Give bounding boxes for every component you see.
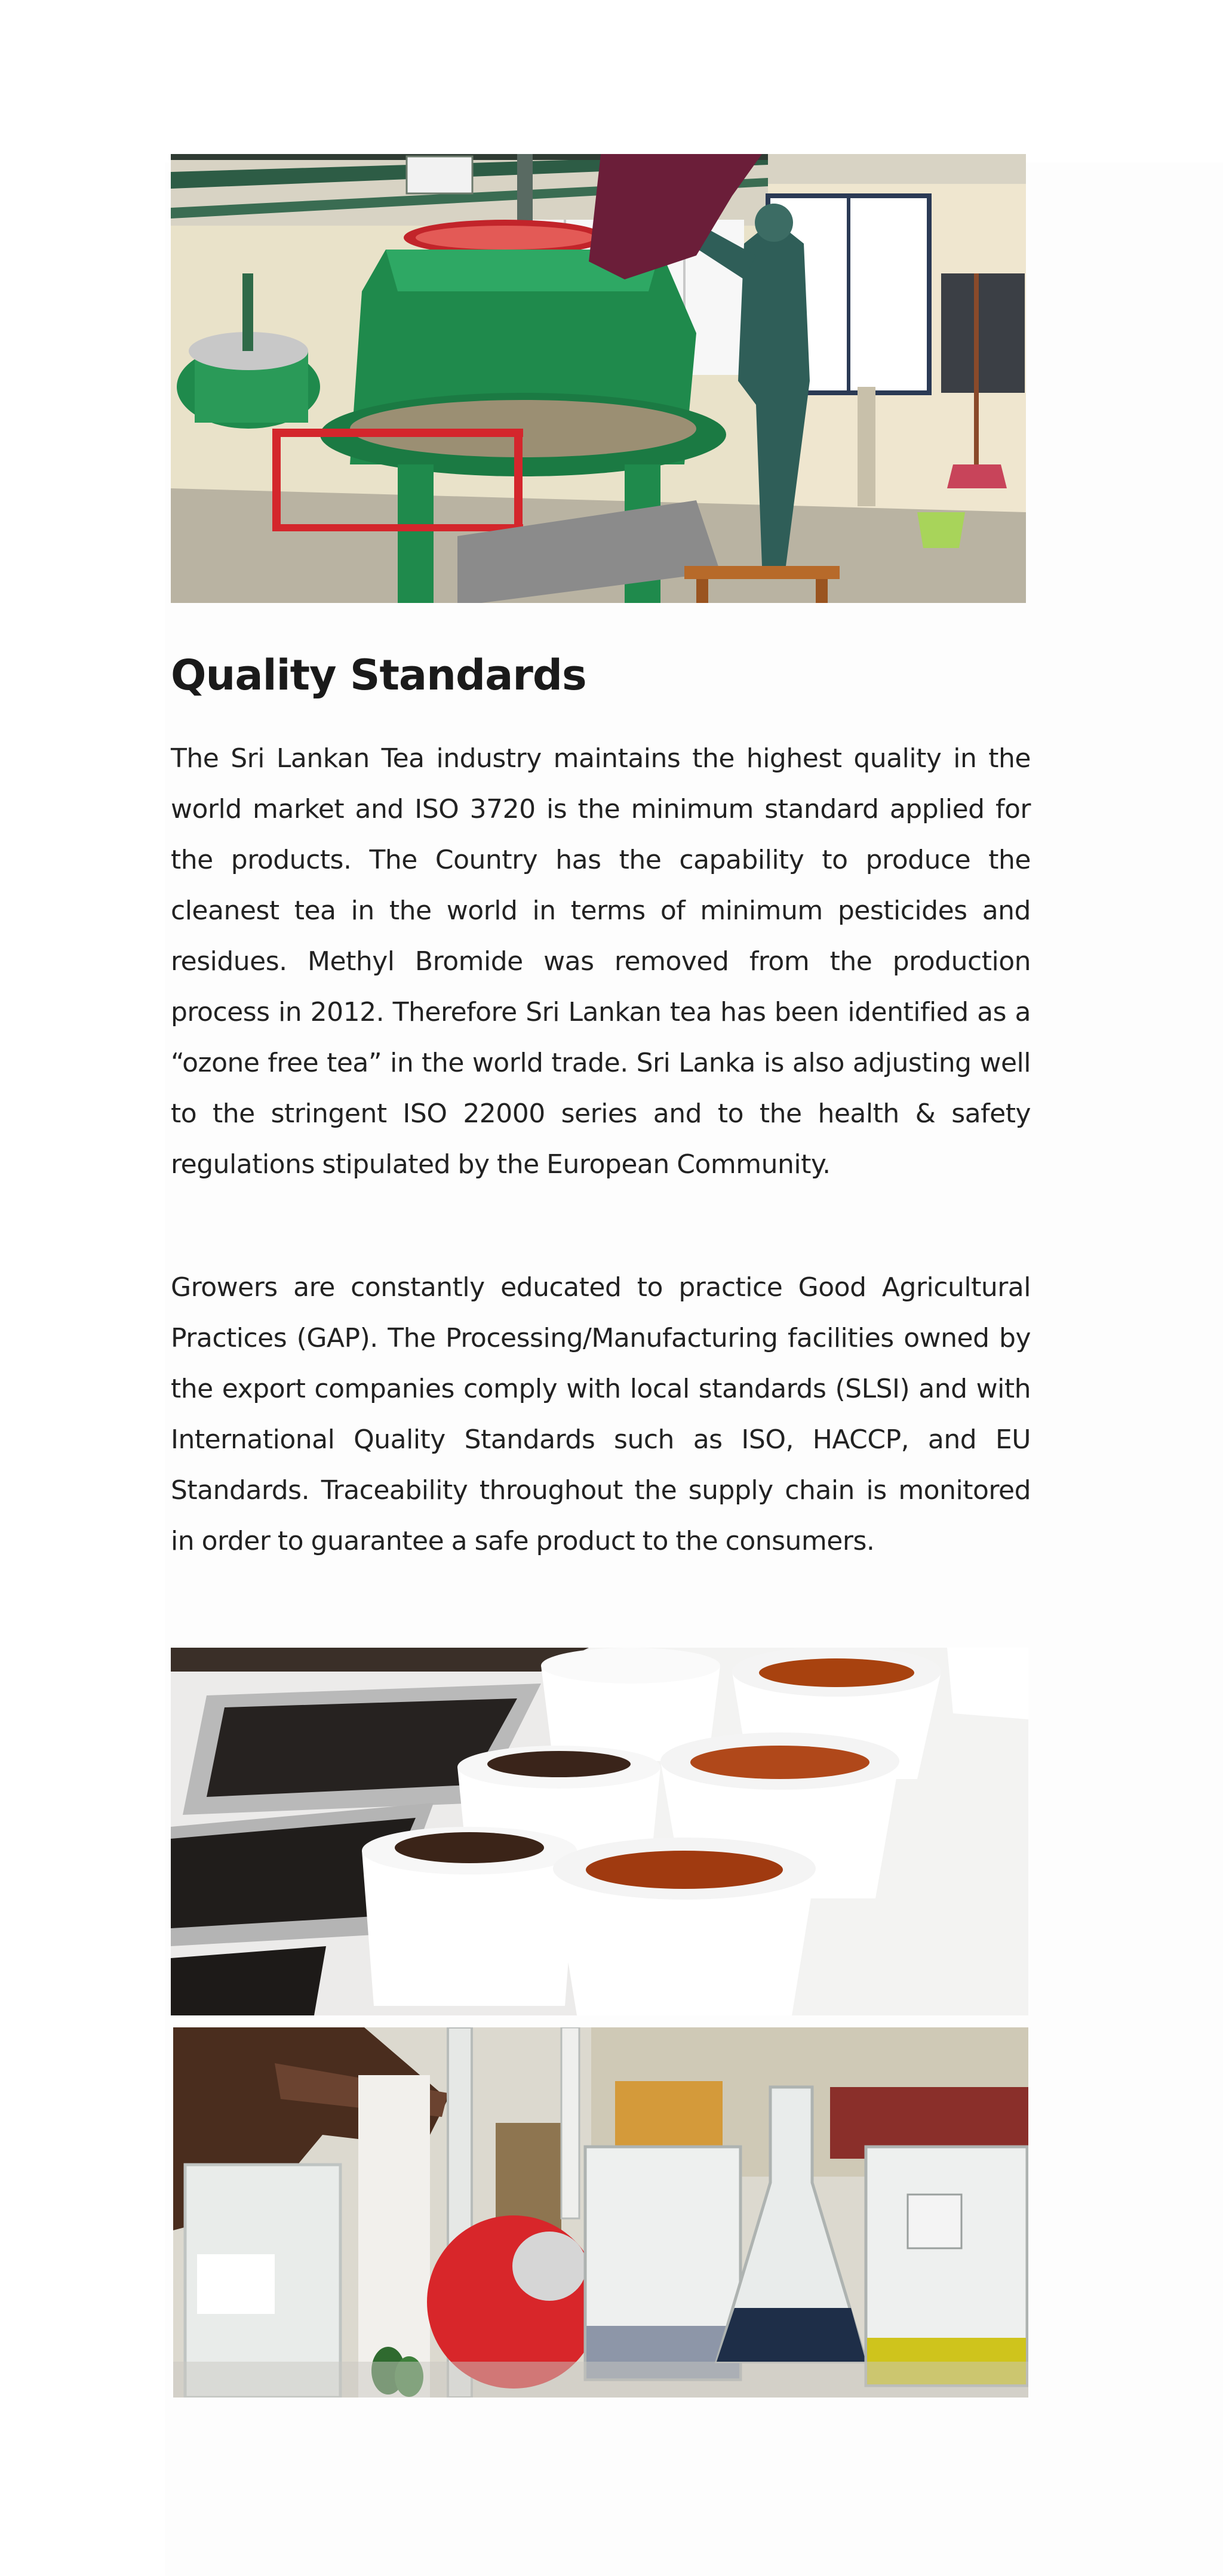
tea-factory-machine-photo bbox=[171, 154, 1026, 603]
tea-tasting-cups-photo bbox=[171, 1648, 1028, 2015]
paragraph-quality: The Sri Lankan Tea industry maintains the highest quality in the world market and ISO 3720 is the minimum standard applied for the products. The Country has the capability to produce the cleanest tea in the world in terms of minimum pesticides and residues. Methyl Bromide was removed from the production process in 2012. Therefore Sri Lankan tea has been identified as a “ozone free tea” in the world trade. Sri Lanka is also adjusting well to the stringent ISO 22000 series and to the health & safety regulations stipulated by the European Community. bbox=[171, 743, 1031, 1180]
laboratory-illustration bbox=[173, 2027, 1028, 2398]
laboratory-photo bbox=[173, 2027, 1028, 2398]
tea-tasting-cups-illustration bbox=[171, 1648, 1028, 2015]
section-title: Quality Standards bbox=[171, 651, 586, 700]
tea-factory-machine-illustration bbox=[171, 154, 1026, 603]
paragraph-growers: Growers are constantly educated to practice Good Agricultural Practices (GAP). The Processing/Manufacturing facilities owned by the export companies comply with local standards (SLSI) and with International Quality Standards such as ISO, HACCP, and EU Standards. Traceability throughout the supply chain is monitored in order to guarantee a safe product to the consumers. bbox=[171, 1272, 1031, 1556]
